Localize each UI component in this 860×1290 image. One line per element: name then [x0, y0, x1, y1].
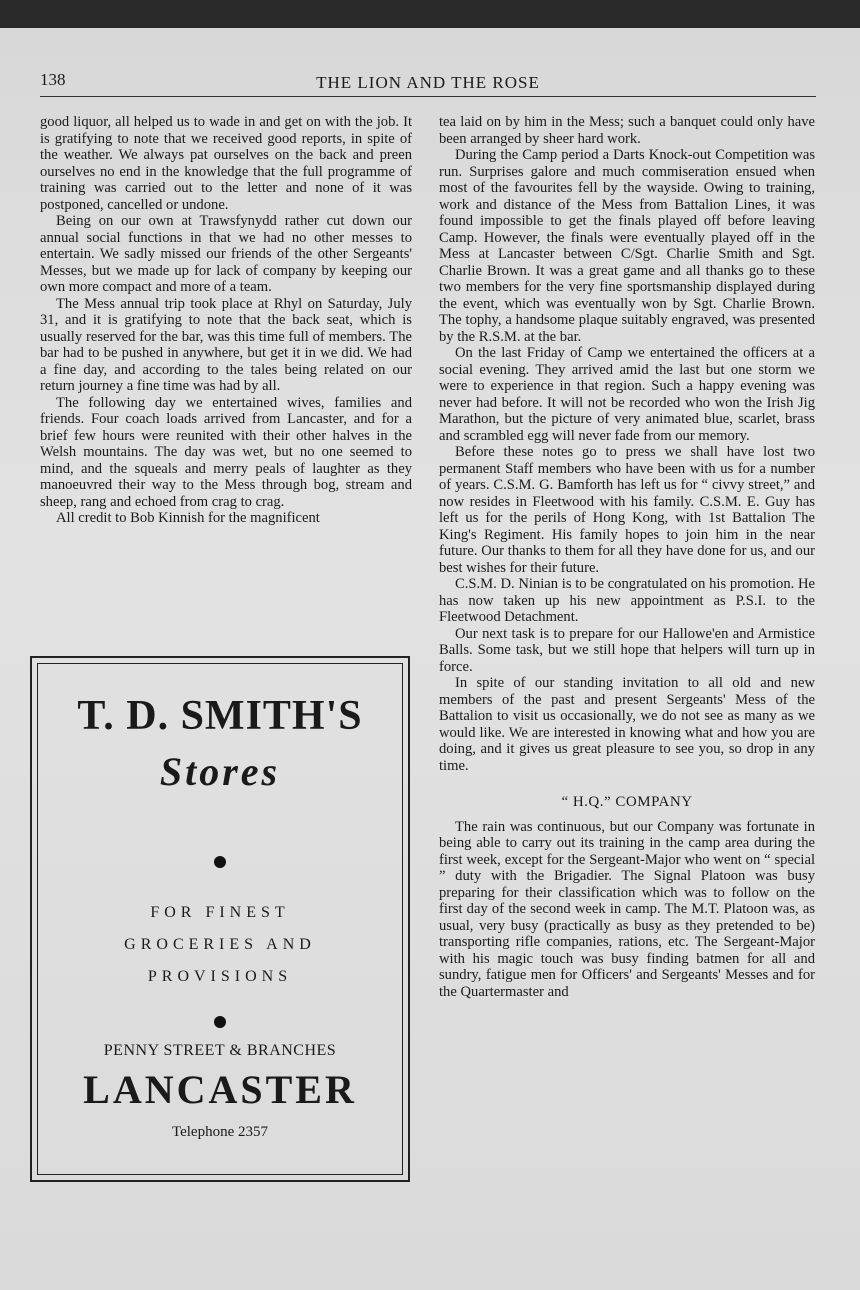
ad-line-3: PROVISIONS: [147, 968, 293, 985]
paragraph: All credit to Bob Kinnish for the magnificent: [56, 510, 320, 526]
magazine-page: [0, 28, 860, 1290]
ad-line-1: FOR FINEST: [150, 904, 290, 921]
advertisement-inner-border: [37, 663, 403, 1175]
left-column: [40, 114, 412, 527]
paragraph: In spite of our standing invitation to all old and new members of the past and present Sergeants' Mess of the Battalion to visit us occasionally, we do not see as many as we would like. We are interested in knowing what and how you are doing, and it gives us great pleasure to see you, so drop in any time.: [439, 675, 815, 774]
ad-store-name: T. D. SMITH'S: [77, 693, 363, 739]
paragraph: The Mess annual trip took place at Rhyl on Saturday, July 31, and it is gratifying to note that the back seat, which is usually reserved for the bar, was this time full of members. The bar had to be pushed in anywhere, but get it in we did. We had a fine day, and according to the tales being related on our return journey a fine time was had by all.: [40, 295, 412, 394]
paragraph: C.S.M. D. Ninian is to be congratulated on his promotion. He has now taken up his new appointment as P.S.I. to the Fleetwood Detachment.: [439, 576, 815, 625]
ad-line-2: GROCERIES AND: [124, 936, 316, 953]
page-header: [40, 68, 816, 97]
paragraph: Our next task is to prepare for our Hallowe'en and Armistice Balls. Some task, but we still hope that helpers will turn up in force.: [439, 625, 815, 675]
running-title: THE LION AND THE ROSE: [316, 73, 540, 92]
ad-address: PENNY STREET & BRANCHES: [103, 1042, 337, 1059]
ad-stores-label: Stores: [159, 749, 281, 794]
ad-telephone: Telephone 2357: [171, 1124, 268, 1140]
paragraph: tea laid on by him in the Mess; such a banquet could only have been arranged by sheer hard work.: [439, 114, 815, 147]
page-number: 138: [40, 70, 66, 89]
paragraph: Being on our own at Trawsfynydd rather cut down our annual social functions in that we had no other messes to entertain. We sadly missed our friends of the other Sergeants' Messes, but we made up for lack of company by keeping our own more compact and more of a team.: [40, 213, 412, 295]
paragraph: The following day we entertained wives, families and friends. Four coach loads arrived from Lancaster, and for a brief few hours were reunited with their other halves in the Welsh mountains. The day was wet, but no one seemed to mind, and the squeals and merry peals of laughter as they manoeuvred their way to the Mess through bog, stream and sheep, rang and echoed from crag to crag.: [40, 394, 412, 510]
bullet-dot-icon: [214, 856, 226, 868]
paragraph: good liquor, all helped us to wade in and get on with the job. It is gratifying to note that we received good reports, in spite of the weather. We always pat ourselves on the back and preen ourselves no end in the knowledge that the full programme of training was carried out to the letter and none of it was postponed, cancelled or undone.: [40, 114, 412, 213]
paragraph: On the last Friday of Camp we entertained the officers at a social evening. They arrived amid the last but one storm we were to experience in that region. Such a happy evening was never had before. It will not be recorded who won the Irish Jig Marathon, but the picture of very animated blue, scarlet, brass and scrambled egg will never fade from our memory.: [439, 345, 815, 444]
advertisement-box: [30, 656, 410, 1182]
bullet-dot-icon: [214, 1016, 226, 1028]
paragraph: Before these notes go to press we shall have lost two permanent Staff members who have been with us for a number of years. C.S.M. G. Bamforth has left us for “ civvy street,” and now resides in Fleetwood with his family. C.S.M. E. Guy has left us for the perils of Hong Kong, with 1st Battalion The King's Regiment. His family hopes to join him in the near future. Our thanks to them for all they have done for us, and our best wishes for their future.: [439, 444, 815, 576]
paragraph: The rain was continuous, but our Company was fortunate in being able to carry out its training in the camp area during the first week, except for the Sergeant-Major who went on “ special ” duty with the Brigadier. The Signal Platoon was busy preparing for their classification which was to follow on the first day of the second week in camp. The M.T. Platoon was, as usual, very busy (practically as busy as they pretended to be) transporting rifle companies, rations, etc. The Sergeant-Major with his magic touch was busy finding batmen for all and sundry, fatigue men for Officers' and Sergeants' Messes and for the Quartermaster and: [439, 818, 815, 1000]
ad-town: LANCASTER: [83, 1067, 357, 1112]
paragraph: During the Camp period a Darts Knock-out Competition was run. Surprises galore and much commiseration ensued when most of the favourites fell by the wayside. Owing to training, work and distance of the Mess from Battalion Lines, it was found impossible to get the finals played off before leaving Camp. However, the finals were eventually played off in the Mess at Lancaster between C/Sgt. Charlie Smith and Sgt. Charlie Brown. It was a great game and all thanks go to these two members for the very fine sportsmanship displayed during the event, which was eventually won by Sgt. Charlie Brown. The tophy, a handsome plaque suitably engraved, was presented by the R.S.M. at the bar.: [439, 147, 815, 345]
right-column: [439, 114, 815, 1000]
section-heading: “ H.Q.” COMPANY: [561, 794, 693, 810]
